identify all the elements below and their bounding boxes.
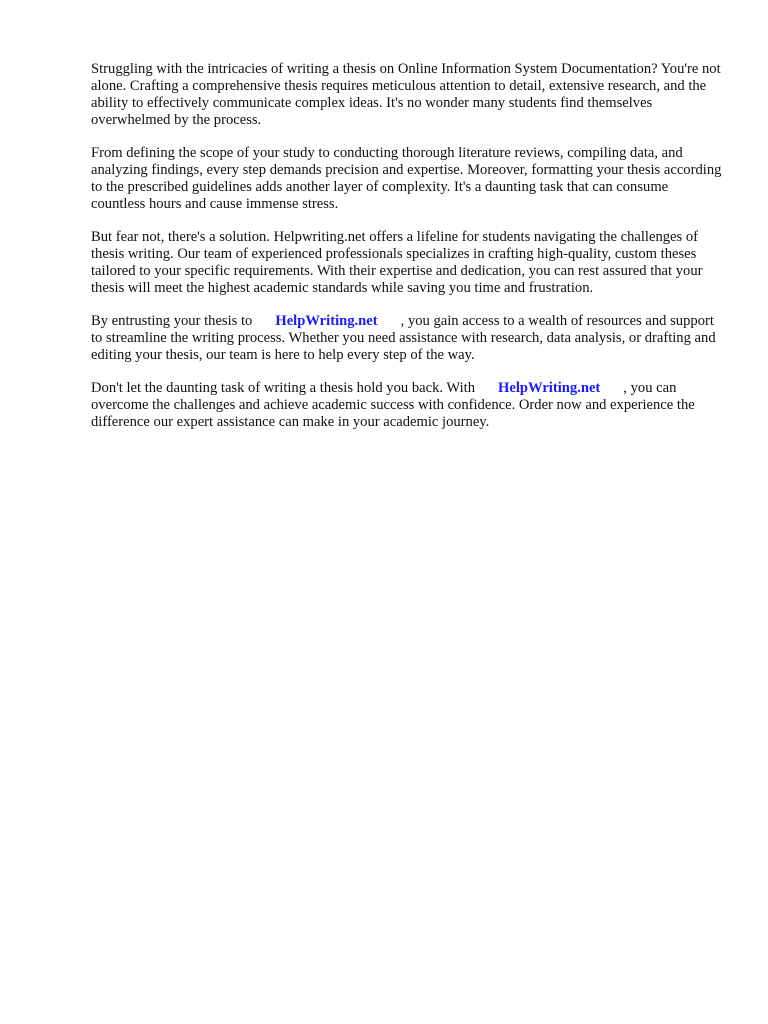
paragraph-closing-lead: Don't let the daunting task of writing a thesis hold you back. With <box>91 380 475 396</box>
paragraph-entrust-lead: By entrusting your thesis to <box>91 313 253 329</box>
paragraph-closing <box>91 380 723 431</box>
paragraph-closing-tail: , you can overcome the challenges and achieve academic success with confidence. Order now and experience the difference our expert assistance can make in your academic journey. <box>91 380 695 430</box>
document-page <box>91 61 723 447</box>
helpwriting-link-2[interactable]: HelpWriting.net <box>498 380 601 396</box>
paragraph-process: From defining the scope of your study to conducting thorough literature reviews, compiling data, and analyzing findings, every step demands precision and expertise. Moreover, formatting your thesis according to the prescribed guidelines adds another layer of complexity. It's a daunting task that can consume countless hours and cause immense stress. <box>91 145 722 212</box>
paragraph-entrust-tail: , you gain access to a wealth of resources and support to streamline the writing process. Whether you need assistance with research, data analysis, or drafting and editing your thesis, our team is here to help every step of the way. <box>91 313 716 363</box>
paragraph-intro: Struggling with the intricacies of writing a thesis on Online Information System Documentation? You're not alone. Crafting a comprehensive thesis requires meticulous attention to detail, extensive research, and the ability to effectively communicate complex ideas. It's no wonder many students find themselves overwhelmed by the process. <box>91 61 721 128</box>
paragraph-entrust <box>91 313 723 364</box>
paragraph-solution: But fear not, there's a solution. Helpwriting.net offers a lifeline for students navigating the challenges of thesis writing. Our team of experienced professionals specializes in crafting high-quality, custom theses tailored to your specific requirements. With their expertise and dedication, you can rest assured that your thesis will meet the highest academic standards while saving you time and frustration. <box>91 229 703 296</box>
helpwriting-link[interactable]: HelpWriting.net <box>275 313 378 329</box>
